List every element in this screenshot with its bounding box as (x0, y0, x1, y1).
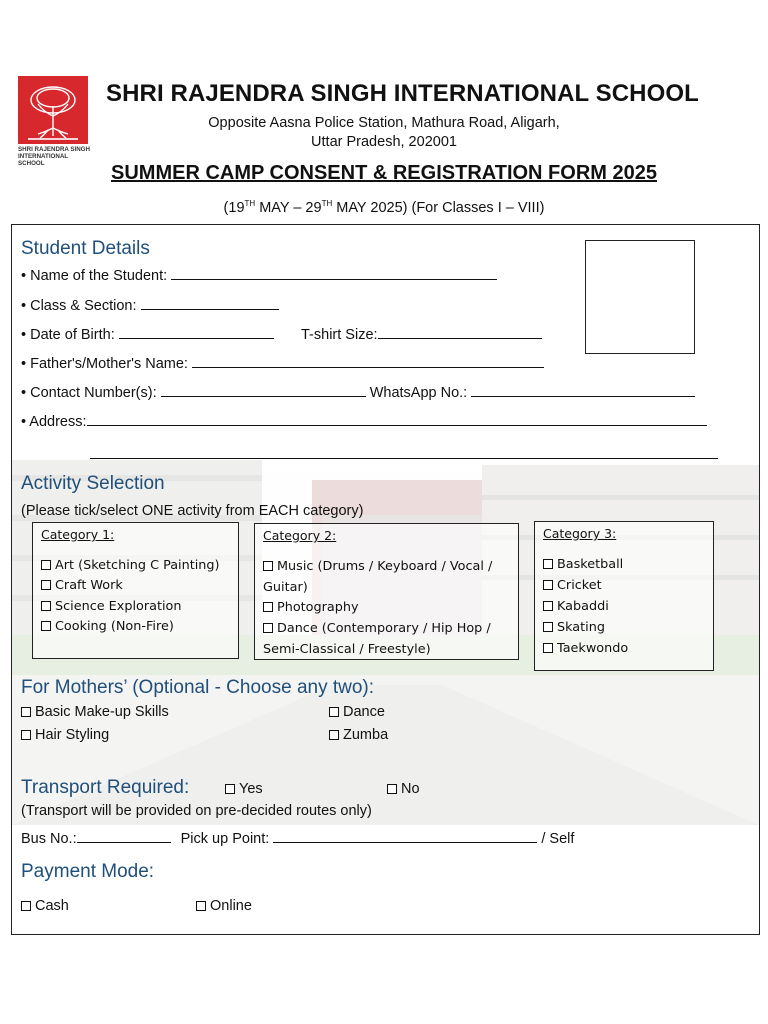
student-name-row (21, 268, 497, 284)
category-3-box (534, 521, 714, 671)
transport-no-option[interactable]: No (387, 781, 420, 797)
photo-box[interactable] (585, 240, 695, 354)
mothers-option[interactable]: Dance (329, 704, 385, 720)
transport-note: (Transport will be provided on pre-decided routes only) (21, 803, 372, 819)
checkbox-icon[interactable] (543, 559, 553, 569)
category-3-option[interactable]: Taekwondo (543, 641, 628, 656)
student-name-label: • Name of the Student: (21, 268, 168, 284)
mothers-option[interactable]: Zumba (329, 727, 388, 743)
mothers-heading: For Mothers’ (Optional - Choose any two): (21, 677, 375, 698)
category-2-option[interactable]: Photography (263, 600, 359, 615)
checkbox-icon[interactable] (21, 901, 31, 911)
category-3-option[interactable]: Kabaddi (543, 599, 609, 614)
address-line-2: Uttar Pradesh, 202001 (311, 134, 457, 150)
checkbox-icon[interactable] (41, 560, 51, 570)
tshirt-row (301, 327, 542, 343)
category-2-option[interactable]: Music (Drums / Keyboard / Vocal / (263, 559, 492, 574)
dob-row (21, 327, 274, 343)
checkbox-icon[interactable] (329, 707, 339, 717)
address-line-1: Opposite Aasna Police Station, Mathura Road, Aligarh, (208, 115, 560, 131)
class-section-field[interactable] (141, 308, 279, 310)
category-3-option[interactable]: Cricket (543, 578, 602, 593)
checkbox-icon[interactable] (543, 580, 553, 590)
checkbox-icon[interactable] (263, 561, 273, 571)
category-3-option[interactable]: Skating (543, 620, 605, 635)
self-label: / Self (541, 831, 575, 847)
bus-pickup-row (21, 831, 574, 847)
checkbox-icon[interactable] (543, 643, 553, 653)
checkbox-icon[interactable] (21, 707, 31, 717)
mothers-option[interactable]: Hair Styling (21, 727, 109, 743)
category-2-option-continued: Semi-Classical / Freestyle) (263, 642, 431, 657)
payment-cash-option[interactable]: Cash (21, 898, 69, 914)
checkbox-icon[interactable] (41, 580, 51, 590)
activity-note: (Please tick/select ONE activity from EACH category) (21, 503, 364, 519)
category-1-option[interactable]: Science Exploration (41, 599, 181, 614)
contact-row (21, 385, 695, 401)
bus-no-label: Bus No.: (21, 831, 77, 847)
checkbox-icon[interactable] (329, 730, 339, 740)
checkbox-icon[interactable] (263, 623, 273, 633)
student-name-field[interactable] (171, 278, 497, 280)
category-2-option-continued: Guitar) (263, 580, 308, 595)
checkbox-icon[interactable] (196, 901, 206, 911)
tshirt-field[interactable] (378, 337, 542, 339)
checkbox-icon[interactable] (387, 784, 397, 794)
dob-label: • Date of Birth: (21, 327, 115, 343)
school-name: SHRI RAJENDRA SINGH INTERNATIONAL SCHOOL (106, 80, 699, 107)
category-2-title: Category 2: (263, 528, 337, 543)
parent-name-field[interactable] (192, 366, 544, 368)
activity-heading: Activity Selection (21, 473, 165, 494)
payment-heading: Payment Mode: (21, 861, 155, 882)
checkbox-icon[interactable] (225, 784, 235, 794)
contact-label: • Contact Number(s): (21, 385, 157, 401)
checkbox-icon[interactable] (543, 601, 553, 611)
checkbox-icon[interactable] (543, 622, 553, 632)
checkbox-icon[interactable] (21, 730, 31, 740)
tshirt-label: T-shirt Size: (301, 327, 378, 343)
class-section-label: • Class & Section: (21, 298, 137, 314)
pickup-field[interactable] (273, 841, 537, 843)
category-1-option[interactable]: Art (Sketching C Painting) (41, 558, 220, 573)
bus-no-field[interactable] (77, 841, 171, 843)
mothers-option[interactable]: Basic Make-up Skills (21, 704, 169, 720)
whatsapp-label: WhatsApp No.: (369, 385, 468, 401)
category-1-box (32, 522, 239, 659)
payment-online-option[interactable]: Online (196, 898, 252, 914)
pickup-label: Pick up Point: (180, 831, 270, 847)
category-3-title: Category 3: (543, 526, 617, 541)
checkbox-icon[interactable] (41, 621, 51, 631)
contact-field[interactable] (161, 395, 366, 397)
whatsapp-field[interactable] (471, 395, 695, 397)
logo-caption: SHRI RAJENDRA SINGH INTERNATIONAL SCHOOL (18, 146, 90, 167)
form-title: SUMMER CAMP CONSENT & REGISTRATION FORM 2025 (111, 162, 657, 184)
address-field-1[interactable] (87, 424, 707, 426)
transport-yes-option[interactable]: Yes (225, 781, 263, 797)
category-1-option[interactable]: Cooking (Non-Fire) (41, 619, 174, 634)
camp-dates: (19TH MAY – 29TH MAY 2025) (For Classes I – VIII) (223, 199, 545, 216)
category-3-option[interactable]: Basketball (543, 557, 623, 572)
category-1-option[interactable]: Craft Work (41, 578, 123, 593)
address-field-2[interactable] (90, 458, 718, 459)
category-2-box (254, 523, 519, 660)
address-row (21, 414, 707, 430)
transport-heading: Transport Required: (21, 777, 190, 798)
address-label: • Address: (21, 414, 87, 430)
category-2-option[interactable]: Dance (Contemporary / Hip Hop / (263, 621, 491, 636)
parent-name-row (21, 356, 544, 372)
checkbox-icon[interactable] (41, 601, 51, 611)
parent-name-label: • Father's/Mother's Name: (21, 356, 188, 372)
category-1-title: Category 1: (41, 527, 115, 542)
checkbox-icon[interactable] (263, 602, 273, 612)
dob-field[interactable] (119, 337, 274, 339)
class-section-row (21, 298, 279, 314)
student-details-heading: Student Details (21, 238, 150, 259)
